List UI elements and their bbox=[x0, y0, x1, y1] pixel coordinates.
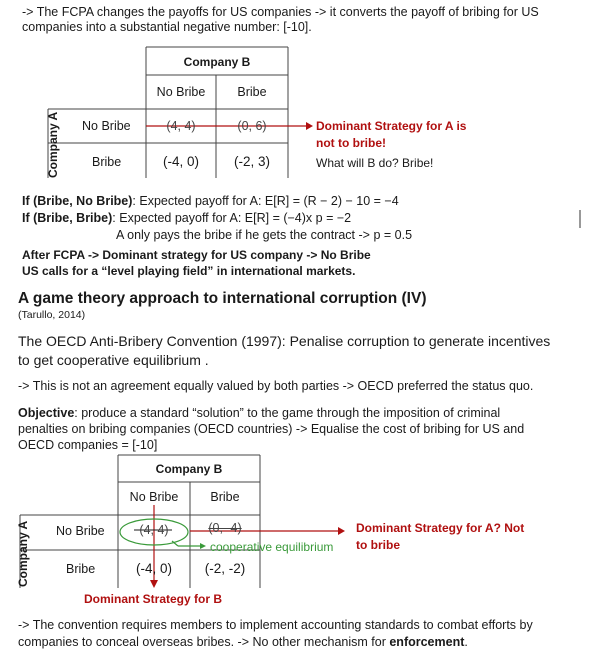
g2-red-arrowhead bbox=[338, 527, 345, 535]
oecd-line-2: to get cooperative equilibrium . bbox=[18, 352, 209, 368]
footer-line-1: -> The convention requires members to implement accounting standards to combat efforts by bbox=[18, 618, 533, 632]
objective-line-2: penalties on bribing companies (OECD countries) -> Equalise the cost of bribing for US and bbox=[18, 422, 525, 436]
g2-cell-21: (-4, 0) bbox=[135, 561, 172, 576]
g2-col-no-bribe: No Bribe bbox=[129, 490, 179, 504]
section-source: (Tarullo, 2014) bbox=[18, 309, 86, 321]
g2-cooperative-label: cooperative equilibrium bbox=[210, 540, 334, 554]
g1-cell-12: (0, 6) bbox=[237, 119, 267, 133]
intro-line-2: companies into a substantial negative number: [-10]. bbox=[22, 20, 312, 34]
objective-line-3: OECD companies = [-10] bbox=[18, 438, 158, 452]
g2-dominant-a-1: Dominant Strategy for A? Not bbox=[356, 521, 525, 535]
after-line-2: US calls for a “level playing field” in international markets. bbox=[22, 264, 356, 278]
g2-company-a: Company A bbox=[16, 520, 30, 587]
g2-col-bribe: Bribe bbox=[210, 490, 240, 504]
g2-cell-11: (4, 4) bbox=[139, 523, 169, 537]
g1-cell-11: (4, 4) bbox=[166, 119, 196, 133]
g2-cell-22: (-2, -2) bbox=[204, 561, 246, 576]
g1-company-b: Company B bbox=[183, 55, 251, 69]
g2-row-no-bribe: No Bribe bbox=[56, 524, 105, 538]
expected-line-2: If (Bribe, Bribe): Expected payoff for A: E[R] = (−4)x p = −2 bbox=[22, 211, 352, 225]
g1-cell-21: (-4, 0) bbox=[162, 154, 199, 169]
section-title: A game theory approach to international corruption (IV) bbox=[18, 290, 427, 307]
g1-row-bribe: Bribe bbox=[92, 155, 122, 169]
g1-note-not-bribe: not to bribe! bbox=[316, 136, 386, 150]
expected-line-1: If (Bribe, No Bribe): Expected payoff for A: E[R] = (R − 2) − 10 = −4 bbox=[22, 194, 399, 208]
g2-row-bribe: Bribe bbox=[66, 562, 96, 576]
g2-red-vertical-arrowhead bbox=[150, 580, 158, 588]
g2-dominant-b: Dominant Strategy for B bbox=[84, 592, 223, 606]
g1-row-no-bribe: No Bribe bbox=[82, 119, 131, 133]
after-line-1: After FCPA -> Dominant strategy for US company -> No Bribe bbox=[22, 248, 371, 262]
agreement-line: -> This is not an agreement equally valued by both parties -> OECD preferred the status quo. bbox=[18, 379, 534, 393]
intro-line-1: -> The FCPA changes the payoffs for US companies -> it converts the payoff of bribing for US bbox=[22, 5, 539, 19]
g1-note-dominant: Dominant Strategy for A is bbox=[316, 119, 467, 133]
g1-cell-22: (-2, 3) bbox=[233, 154, 270, 169]
g2-green-arrowhead bbox=[200, 543, 206, 549]
expected-line-3: A only pays the bribe if he gets the contract -> p = 0.5 bbox=[116, 228, 413, 242]
g1-company-a: Company A bbox=[46, 111, 60, 178]
g1-col-no-bribe: No Bribe bbox=[156, 85, 206, 99]
g1-arrowhead bbox=[306, 122, 313, 130]
g2-dominant-a-2: to bribe bbox=[356, 538, 400, 552]
oecd-line-1: The OECD Anti-Bribery Convention (1997): Penalise corruption to generate incentives bbox=[18, 333, 551, 349]
g1-note-b: What will B do? Bribe! bbox=[316, 156, 434, 170]
footer-line-2: companies to conceal overseas bribes. -> No other mechanism for enforcement. bbox=[18, 635, 468, 649]
objective-line-1: Objective: produce a standard “solution” to the game through the imposition of criminal bbox=[18, 406, 501, 420]
g1-col-bribe: Bribe bbox=[237, 85, 267, 99]
g2-company-b: Company B bbox=[155, 462, 223, 476]
g2-cell-12: (0, -4) bbox=[208, 521, 242, 535]
